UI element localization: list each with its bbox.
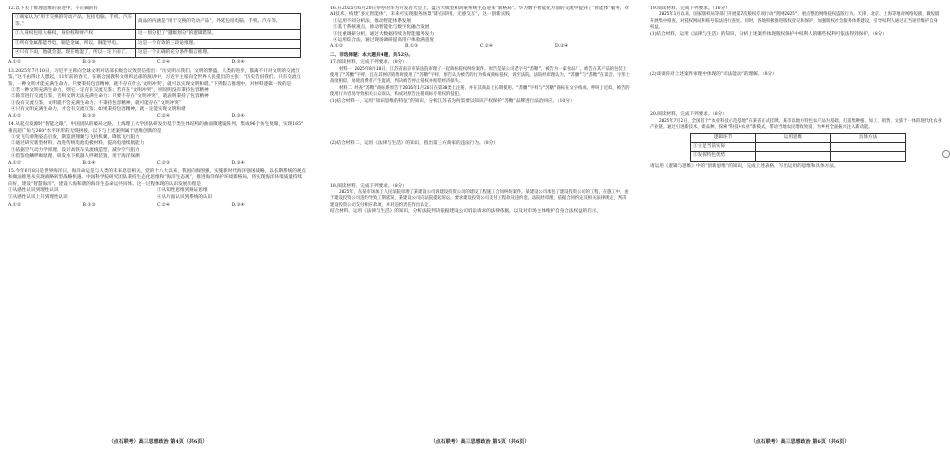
question-15-items: ①从感性认识到理性认识 ②从知性思维到辩证思维 ③从感性认识上升到理性认识 ④从片面认识到系统的认识	[8, 188, 213, 200]
question-19-material: 2025年1月以来，国家版权局等部门开展第7次版权专项行动“剑网2025”，重点整治网络侵权盗版行为。天津、北京、上海等地对网络短剧、微短剧开展集中排查，对侵权网站和账号依法进行查处。同时，各地积极推进版权登记和保护，加强版权社会服务体系建设，引导权利人通过正当途径维护自身权益。	[650, 12, 940, 31]
question-20-material: 2025年7月2日，全国首个“农业科技示范基地”在某省正式挂牌。某市以地方特色农产品为基础，打造集种植、加工、销售、文旅于一体的现代化农业产业链。通过引进新技术、新品种，探索“科技+农业”新模式，带动当地农民增收致富，为乡村全面振兴注入新动能。	[650, 118, 942, 131]
list-item: ②通过研究新型材料，改进传统电池电极材料，提高电池续航能力	[11, 141, 145, 147]
question-14-options: A.①② B.①④ C.②③ D.③④	[8, 160, 245, 166]
question-12-options: A.①② B.①③ C.②④ D.③④	[8, 60, 245, 66]
question-12-table	[12, 13, 301, 58]
question-17-intro: 17.阅读材料，完成下列要求。（8分）	[330, 60, 407, 66]
list-item: ③注重调研分析，通过大数据持续为智能服务发力	[333, 31, 435, 37]
question-17-requirement-1: (1)结合材料一，运用“知识思维的特征”的知识，分析江苏省为何需要以知识产权保护“苏糖”品牌进行法治回应。（10分）	[330, 98, 575, 104]
page-6-column	[650, 6, 942, 426]
answer-space[interactable]	[650, 38, 942, 72]
table-row: ③所有金属都能导电，铜是金属，所以，铜能导电。 这是一个有效的三段论推理。	[13, 39, 301, 48]
answer-cell[interactable]	[756, 152, 831, 161]
question-15-stem: 15.今年6月8日是世界海洋日，海洋命运是与人类的未来息息相关。党的十八大以来，我国向海图强，实施新时代海洋强国战略，以长期系统的观点和做法推进从实现战略转型战略机遇。中国科学院研究团队秉持生态化思维和“海洋生态观”，推进海洋保护环境新格局，将实现海洋环境质量持续向好，建设“智慧海洋”，建设人海和谐的海洋生态命运共同体。这一过程体现的认识发展历程是	[8, 168, 306, 187]
section-heading: 二、非选择题：本大题共4题，共52分。	[330, 52, 414, 58]
table-row: ④只有下雨，地就会湿。现在地湿了，所以一定下雨了。 这是一个正确的充分条件假言推理。	[13, 49, 301, 58]
question-19-requirement-1: (1)结合材料，运用《法律与生活》的知识，分析上述案件体现版权保护中权利人的哪些权利可依法得到保护。（8分）	[650, 31, 887, 37]
question-17-requirement-2: (2)结合材料二，运用《法律与生活》的知识，指出第三方商家的违法行为。（8分）	[330, 141, 498, 147]
question-13-options: A.①② B.①③ C.②④ D.③④	[8, 113, 245, 119]
question-20-table	[690, 133, 906, 162]
table-row: ②发挥特色优势	[691, 152, 906, 161]
question-18-requirement: 结合材料，运用《法律与生活》的知识，分析法院判决依据建设公司诉讼请求的法律依据，以及对市场主体维护自身合法权益的启示。	[330, 209, 602, 215]
list-item: ④借鉴鱼鳞呼吸原理，研发水下机器人呼吸装置，用于海洋探测	[11, 154, 140, 160]
list-item: ③依据空气动力学原理，设计高铁车头流线造型，减少空气阻力	[11, 147, 140, 153]
question-20-requirement: 请运用《逻辑与思维》中的“创新思维”的知识，完成上述表格，写出运用的思维和具体方法。	[650, 163, 839, 169]
question-20-intro: 20.阅读材料，完成下列要求。（8分）	[650, 112, 727, 118]
question-17-material-2: 材料二 经查“苏糖”商标系原告于2016年1月26日在第30类上注册，并在其商品上长期使用。“苏醣”字样与“苏糖”商标在文字构成、呼叫上近似，被告的使用行为容易导致相关公众误认，构成对原告注册商标专用权的侵犯。	[330, 85, 630, 98]
question-13-stem: 13.2025年7月10日，习近平主席向全球文明对话部长级会议致贺信指出：“历史明示我们，文明的繁盛、人类的进步，都离不开对文明的交流互鉴。”这不由得让人想起，11年前的春天，在联合国教科文组织总部的演讲中，习近平主席向全世界人民提出的主张：“历史告诉我们，只有交流互鉴，一种文明才能充满生命力。只要秉持包容精神，就不存在什么‘文明冲突’，就可以实现文明和谐。”下列假言推理中，对材料逻辑一致的是	[8, 68, 302, 87]
answer-space[interactable]	[650, 78, 942, 112]
question-16-stem: 16.在2025年6月20日举办的华为开发者大会上，盘古大模型和鸿蒙系统生态迎来“新格局”。华为数字智能化方面的交流中提到了“智能体”服务，对AI技术、构建“多元智能体”，未来可实现服务场景“即点即用、无感交互”。这一创新实践	[330, 6, 630, 18]
list-item: ③没有交流互鉴，文明就不会充满生命力；不秉持包容精神，就可能存在“文明冲突”	[11, 100, 182, 106]
question-19-intro: 19.阅读材料，完成下列要求。（16分）	[650, 6, 730, 11]
question-17-material-1: 材料一 2025年8月10日，江苏省南京市某法院审理了一起商标侵权纠纷案件。原告是某公司老字号“苏糖”，被告为一家食品厂。被告在其产品的包装上使用了“苏醣”字样，且在其网店销售时使用了“苏糖”字样，原告认为被告的行为构成商标侵权，诉至法院。法院经审理认为，“苏醣”与“苏糖”在读音、字形上高度相似，易使消费者产生混淆，判决被告停止侵权并赔偿经济损失。	[330, 66, 630, 85]
list-item: ①若一种文明充满生命力，则它一定存在交流互鉴；若存在“文明冲突”，则说明没有秉持包容精神	[11, 88, 209, 94]
table-row: ②人身权包括人格权、身份权和财产权 这一划分犯了“越级划分”的逻辑错误。	[13, 30, 301, 39]
table-row: ①商家认为“用于交换的劳动产品，包括电脑、手机、汽车等。” 商品的内涵是“用于交换的劳动产品”，外延包括电脑、手机、汽车等。	[13, 14, 301, 30]
question-15-options: A.①② B.①③ C.②④ D.③④	[8, 202, 245, 208]
registration-mark-icon	[942, 150, 950, 158]
page-footer: （点石联考）高三思想政治 第5页（共6页）	[430, 439, 530, 445]
list-item: ②除非进行交流互鉴，否则文明无法充满生命力；只要不存在“文明冲突”，就表明秉持了包容精神	[11, 94, 209, 100]
question-18-material: 2025年，东某市场加工人民法院审理了某建设公司诉建设投资公司的建设工程施工合同纠纷案件。某建设公司承包了建设投资公司的工程，在施工中，由于建设投资公司违约导致工期延误，某建设公司向法院提起诉讼，要求建设投资公司支付工程款及违约金。法院经审理，依据合同约定及相关法律规定，判决建设投资公司支付相应款项，并对违约责任作出认定。	[330, 189, 629, 208]
question-18-intro: 18.阅读材料，完成下列要求。（8分）	[330, 183, 407, 189]
list-item: ①受飞鸟滑翔姿态启发，制造滑翔翼与飞机机翼，降低飞行阻力	[11, 134, 140, 140]
question-19-requirement-2: (2)谈谈你对上述案件审理中体现的“司法能动”的理解。（8分）	[650, 72, 777, 78]
page-4-column	[8, 6, 306, 426]
answer-cell[interactable]	[831, 143, 906, 152]
page-footer: （点石联考）高三思想政治 第6页（共6页）	[750, 439, 850, 445]
table-row: ①立足当前实际	[691, 143, 906, 152]
answer-cell[interactable]	[831, 152, 906, 161]
page-footer: （点石联考）高三思想政治 第4页（共6页）	[108, 439, 208, 445]
answer-space[interactable]	[330, 105, 630, 141]
list-item: ①运用不同分析法，推动智能体系发展	[333, 18, 412, 24]
question-16-options: A.①② B.①③ C.②④ D.③④	[330, 44, 569, 50]
question-12-stem: 12.以下关于推理思维的表述中，不正确的有	[8, 6, 98, 11]
question-14-stem: 14.从起点发源时“智能之眼”，中国团队的破局之路。上海理工大学团队研发出基于类生体结构的曲面微透镜阵列，集成96个仿生复眼，实现165°垂直超广角与360°水平环形的无缝拼接，以下与上述案例属于思维创新的是	[8, 122, 304, 134]
table-header-row: 逻辑环节 运用思维 具体方法	[691, 133, 906, 142]
page-5-column	[330, 6, 630, 426]
list-item: ②基于系统观点，推动智能化与数字化融合发展	[333, 25, 430, 31]
list-item: ④只有文明充满生命力，才会有交流互鉴；如果秉持包容精神，就一定能实现文明和谐	[11, 107, 186, 113]
list-item: ④运用综合法，通过现场调研提高用户体验满意度	[333, 38, 435, 44]
answer-space[interactable]	[330, 148, 630, 184]
answer-cell[interactable]	[756, 143, 831, 152]
